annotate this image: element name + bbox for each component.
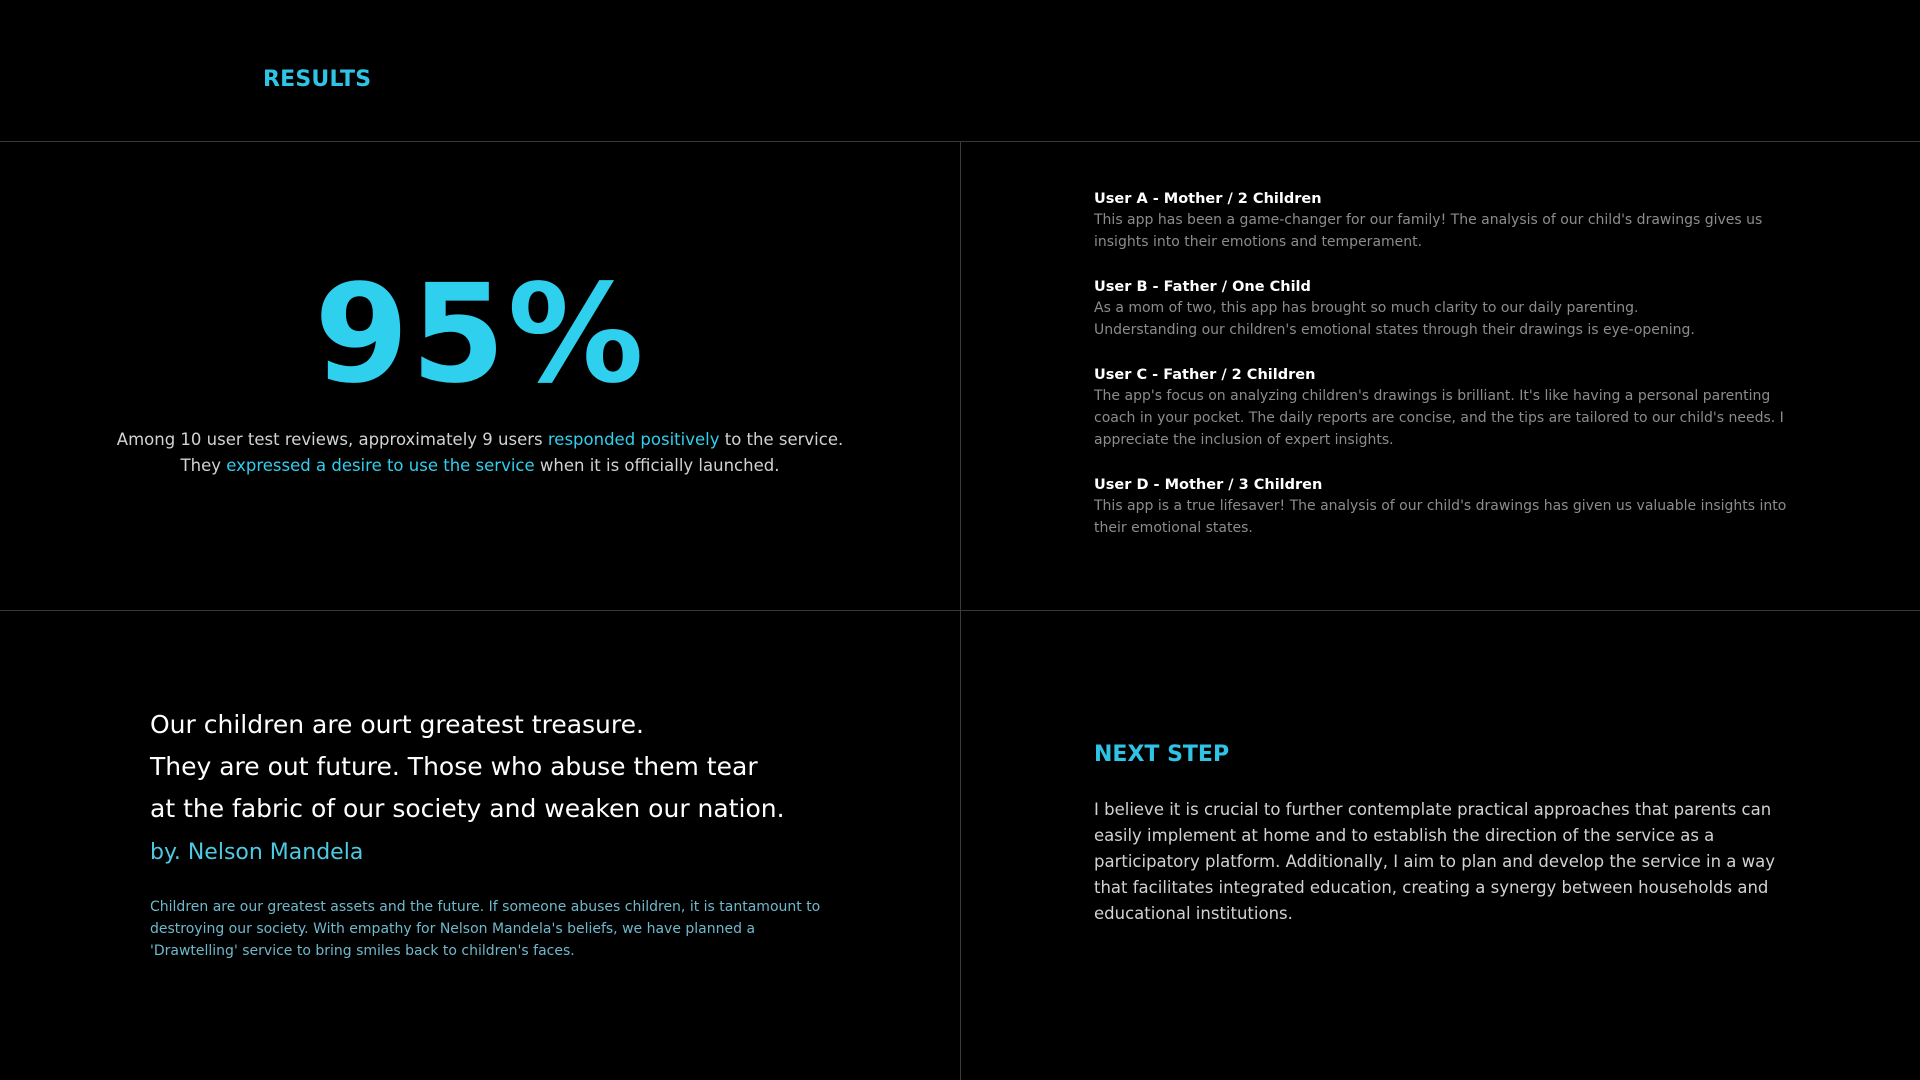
review-body: The app's focus on analyzing children's drawings is brilliant. It's like having a personal parenting coach in your pocket. The daily reports are concise, and the tips are tailored to our child's needs. I appreciate the inclusion of expert insights. xyxy=(1094,388,1784,448)
review-title: User B - Father / One Child xyxy=(1094,279,1311,295)
quote-block xyxy=(150,704,870,962)
stat-line-2-highlight: expressed a desire to use the service xyxy=(226,456,535,475)
divider-vertical xyxy=(960,141,961,1080)
stat-line-2-pre: They xyxy=(180,456,227,475)
stat-description xyxy=(0,427,960,479)
next-step-body: I believe it is crucial to further contemplate practical approaches that parents can easily implement at home and to establish the direction of the service as a participatory platform. Additionally, I aim to plan and develop the service in a way that facilitates integrated education, creating a synergy between households and educational institutions. xyxy=(1094,800,1776,923)
quote-author: by. Nelson Mandela xyxy=(150,840,364,865)
review-body: This app is a true lifesaver! The analysis of our child's drawings has given us valuable insights into their emotional states. xyxy=(1094,498,1787,536)
stat-percentage: 95% xyxy=(314,256,646,414)
user-reviews xyxy=(1094,189,1794,563)
review-title: User C - Father / 2 Children xyxy=(1094,367,1316,383)
review-item xyxy=(1094,277,1794,341)
quote-line: Our children are ourt greatest treasure. xyxy=(150,710,644,739)
next-step-title: NEXT STEP xyxy=(1094,742,1230,767)
quote-line: at the fabric of our society and weaken our nation. xyxy=(150,794,785,823)
results-title: RESULTS xyxy=(263,67,372,92)
review-title: User A - Mother / 2 Children xyxy=(1094,191,1322,207)
stat-line-1 xyxy=(0,427,960,453)
stat-line-2 xyxy=(0,453,960,479)
stat-line-1-highlight: responded positively xyxy=(547,430,720,449)
stat-line-2-post: when it is officially launched. xyxy=(534,456,780,475)
stat-line-1-post: to the service. xyxy=(719,430,844,449)
review-item xyxy=(1094,475,1794,539)
review-item xyxy=(1094,189,1794,253)
stat-panel xyxy=(0,142,960,610)
review-body: This app has been a game-changer for our family! The analysis of our child's drawings gives us insights into their emotions and temperament. xyxy=(1094,212,1763,250)
review-title: User D - Mother / 3 Children xyxy=(1094,477,1323,493)
quote-note: Children are our greatest assets and the future. If someone abuses children, it is tantamount to destroying our society. With empathy for Nelson Mandela's beliefs, we have planned a 'Drawtelling' service to bring smiles back to children's faces. xyxy=(150,899,821,959)
quote-line: They are out future. Those who abuse them tear xyxy=(150,752,758,781)
stat-line-1-pre: Among 10 user test reviews, approximately 9 users xyxy=(116,430,548,449)
review-item xyxy=(1094,365,1794,451)
review-body: As a mom of two, this app has brought so much clarity to our daily parenting. Understanding our children's emotional states through their drawings is eye-opening. xyxy=(1094,300,1695,338)
